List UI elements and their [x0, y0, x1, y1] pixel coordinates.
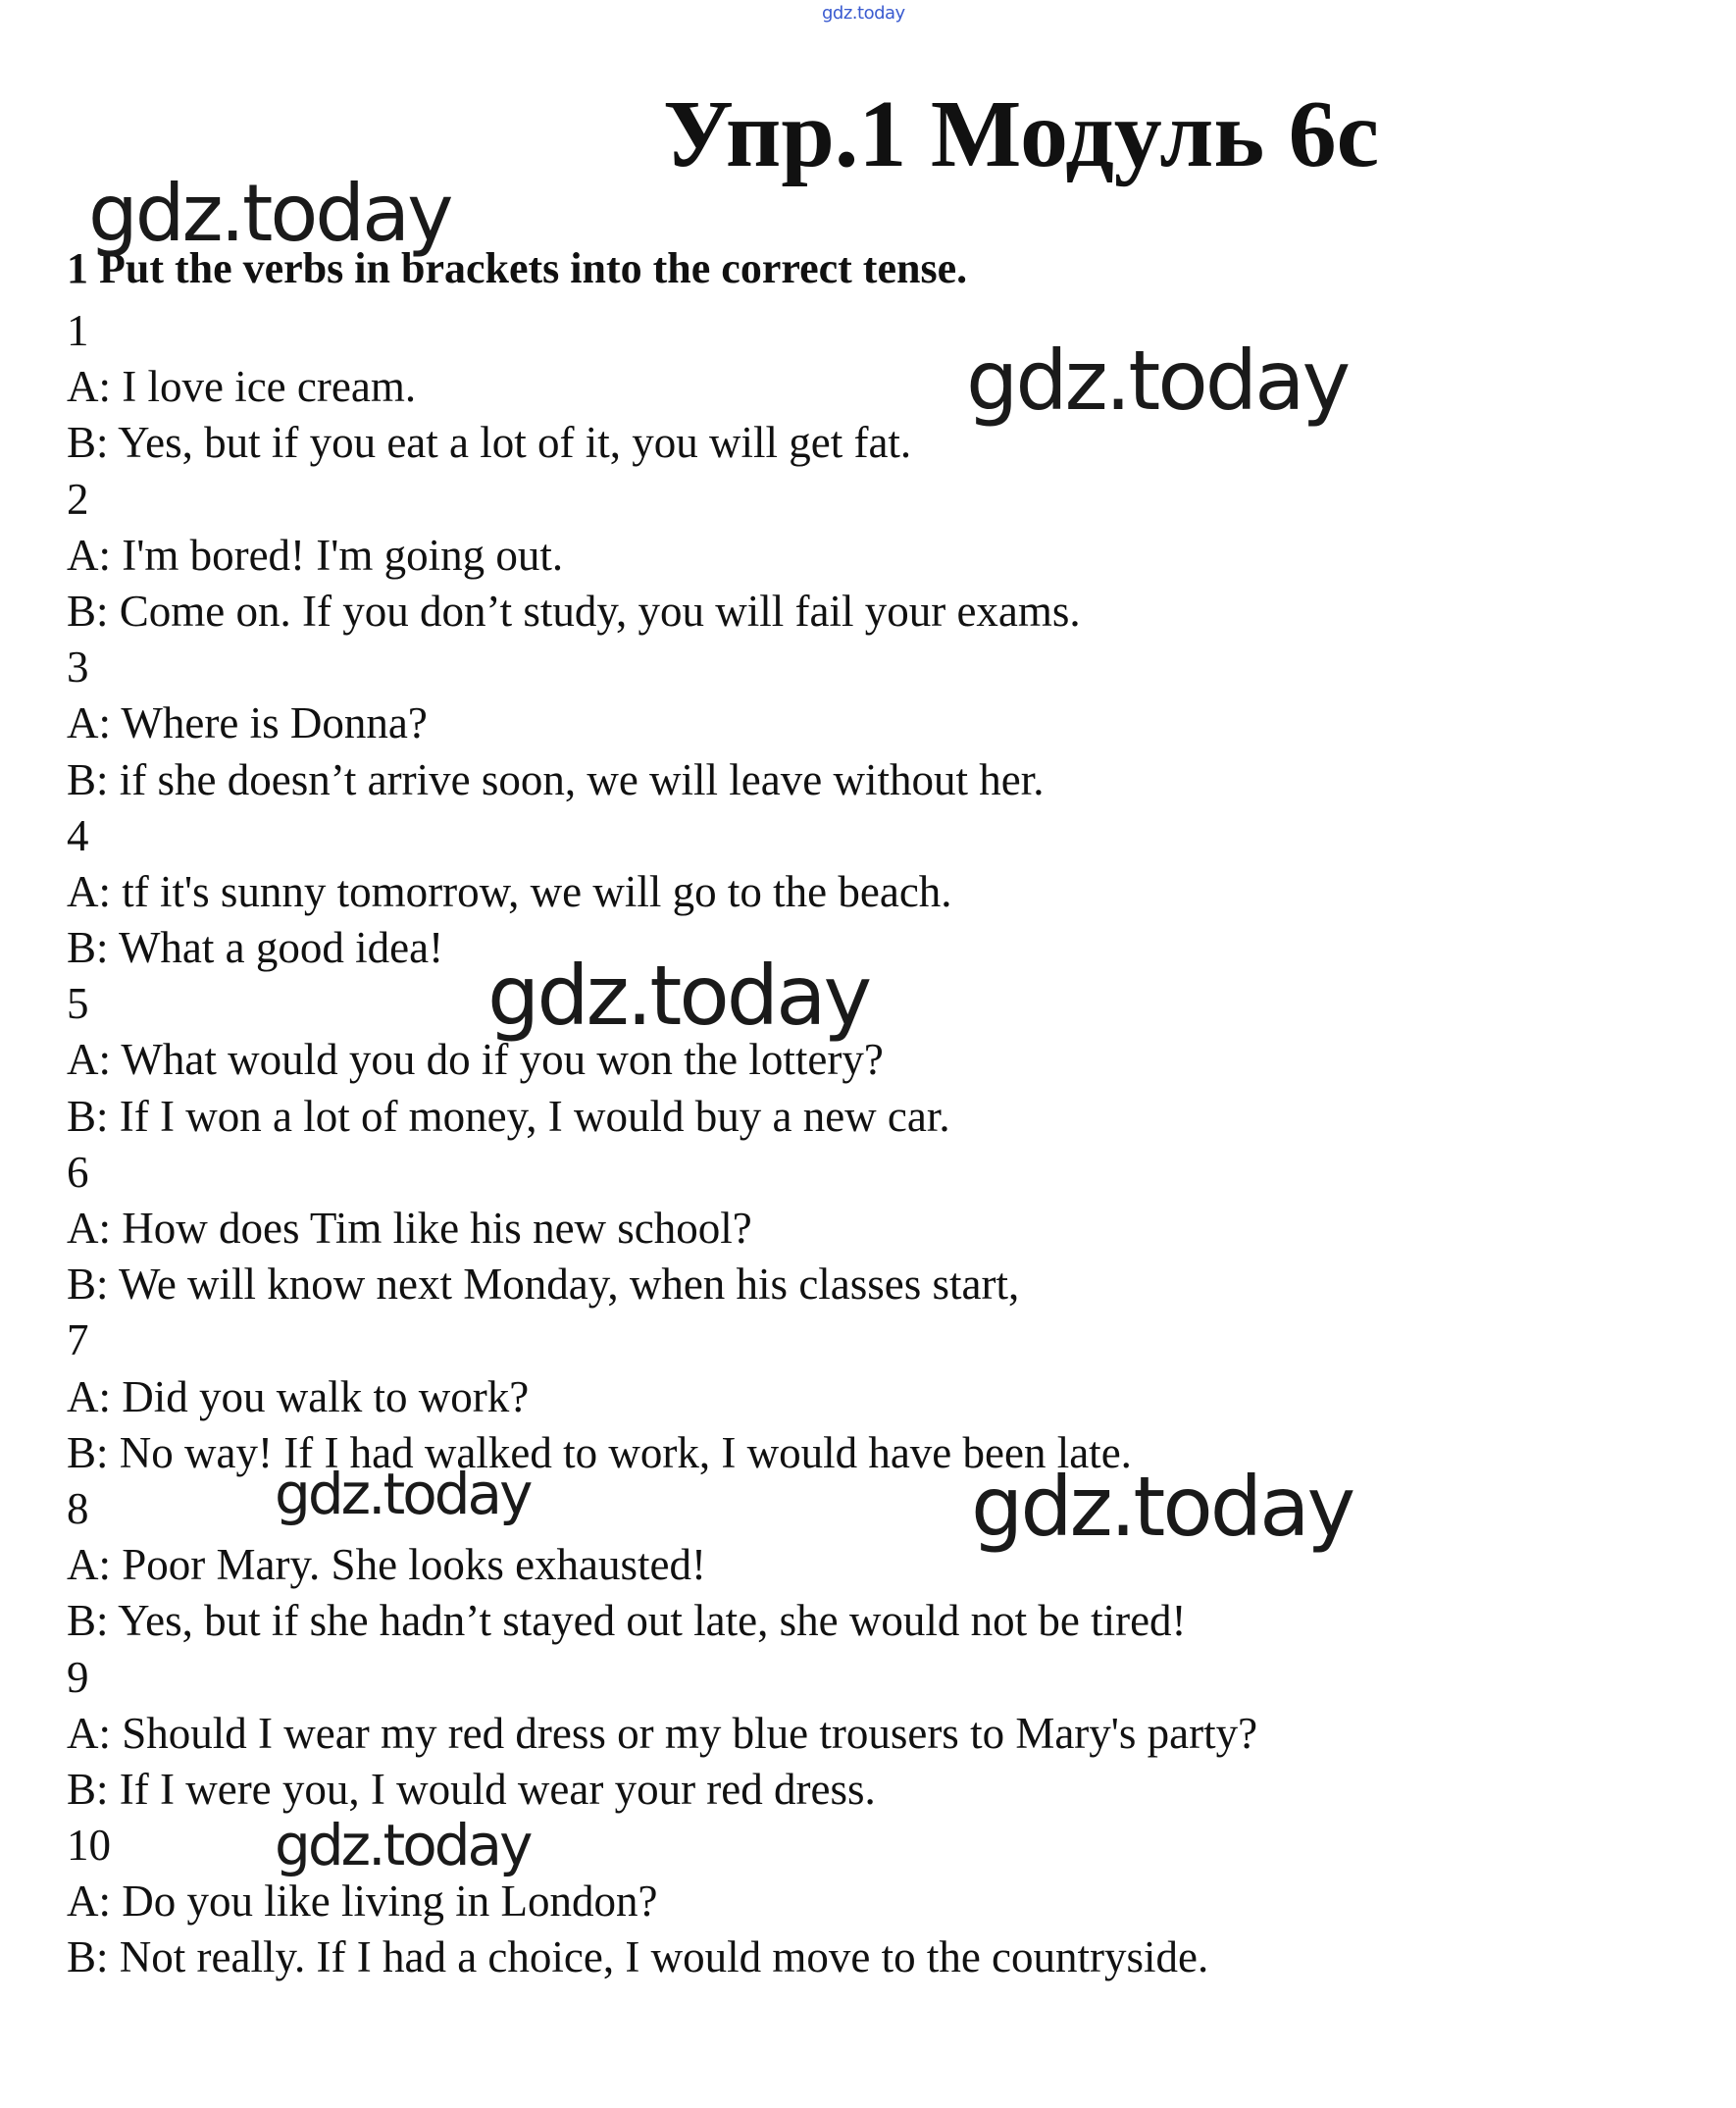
item-number: 4 [67, 810, 89, 860]
item-number: 9 [67, 1652, 89, 1702]
speaker-a-line: A: I'm bored! I'm going out. [67, 530, 564, 580]
item-number: 2 [67, 474, 89, 524]
speaker-b-line: B: If I won a lot of money, I would buy a new car. [67, 1091, 950, 1141]
item-number: 7 [67, 1315, 89, 1365]
watermark: gdz.today [487, 948, 870, 1044]
dialogue-item [67, 1312, 1257, 1481]
speaker-b-line: B: If I were you, I would wear your red dress. [67, 1764, 876, 1814]
dialogue-list [67, 303, 1257, 1986]
speaker-b-line: B: Yes, but if you eat a lot of it, you will get fat. [67, 418, 912, 468]
page-title: Упр.1 Модуль 6с [663, 81, 1380, 187]
speaker-a-line: A: Did you walk to work? [67, 1371, 530, 1421]
item-number: 1 [67, 306, 89, 355]
speaker-b-line: B: What a good idea! [67, 923, 444, 973]
speaker-b-line: B: Not really. If I had a choice, I would move to the countryside. [67, 1932, 1209, 1982]
dialogue-item [67, 472, 1257, 641]
dialogue-item [67, 1650, 1257, 1819]
item-number: 6 [67, 1147, 89, 1197]
watermark: gdz.today [275, 1812, 531, 1878]
speaker-a-line: A: Poor Mary. She looks exhausted! [67, 1540, 706, 1590]
item-number: 5 [67, 979, 89, 1029]
dialogue-item [67, 1812, 1257, 1986]
speaker-a-line: A: How does Tim like his new school? [67, 1204, 752, 1253]
speaker-a-line: A: I love ice cream. [67, 362, 417, 412]
speaker-b-line: B: Come on. If you don’t study, you will fail your exams. [67, 586, 1081, 636]
item-number: 8 [67, 1483, 89, 1533]
speaker-a-line: A: Where is Donna? [67, 698, 428, 748]
speaker-a-line: A: What would you do if you won the lottery? [67, 1035, 884, 1085]
speaker-a-line: A: Do you like living in London? [67, 1877, 658, 1927]
watermark: gdz.today [971, 1459, 1353, 1555]
speaker-b-line: B: We will know next Monday, when his classes start, [67, 1260, 1020, 1310]
dialogue-item [67, 1145, 1257, 1313]
speaker-a-line: A: tf it's sunny tomorrow, we will go to the beach. [67, 866, 952, 916]
watermark: gdz.today [275, 1461, 531, 1527]
dialogue-item [67, 640, 1257, 808]
speaker-b-line: B: Yes, but if she hadn’t stayed out late, she would not be tired! [67, 1596, 1187, 1646]
watermark: gdz.today [88, 168, 451, 259]
item-number: 10 [67, 1821, 111, 1871]
item-number: 3 [67, 643, 89, 693]
top-watermark: gdz.today [822, 3, 905, 24]
speaker-b-line: B: if she doesn’t arrive soon, we will leave without her. [67, 754, 1045, 804]
speaker-b-line: B: No way! If I had walked to work, I would have been late. [67, 1427, 1132, 1477]
speaker-a-line: A: Should I wear my red dress or my blue trousers to Mary's party? [67, 1708, 1258, 1758]
watermark: gdz.today [966, 333, 1349, 429]
exercise-instruction: 1 Put the verbs in brackets into the correct tense. [67, 244, 968, 292]
